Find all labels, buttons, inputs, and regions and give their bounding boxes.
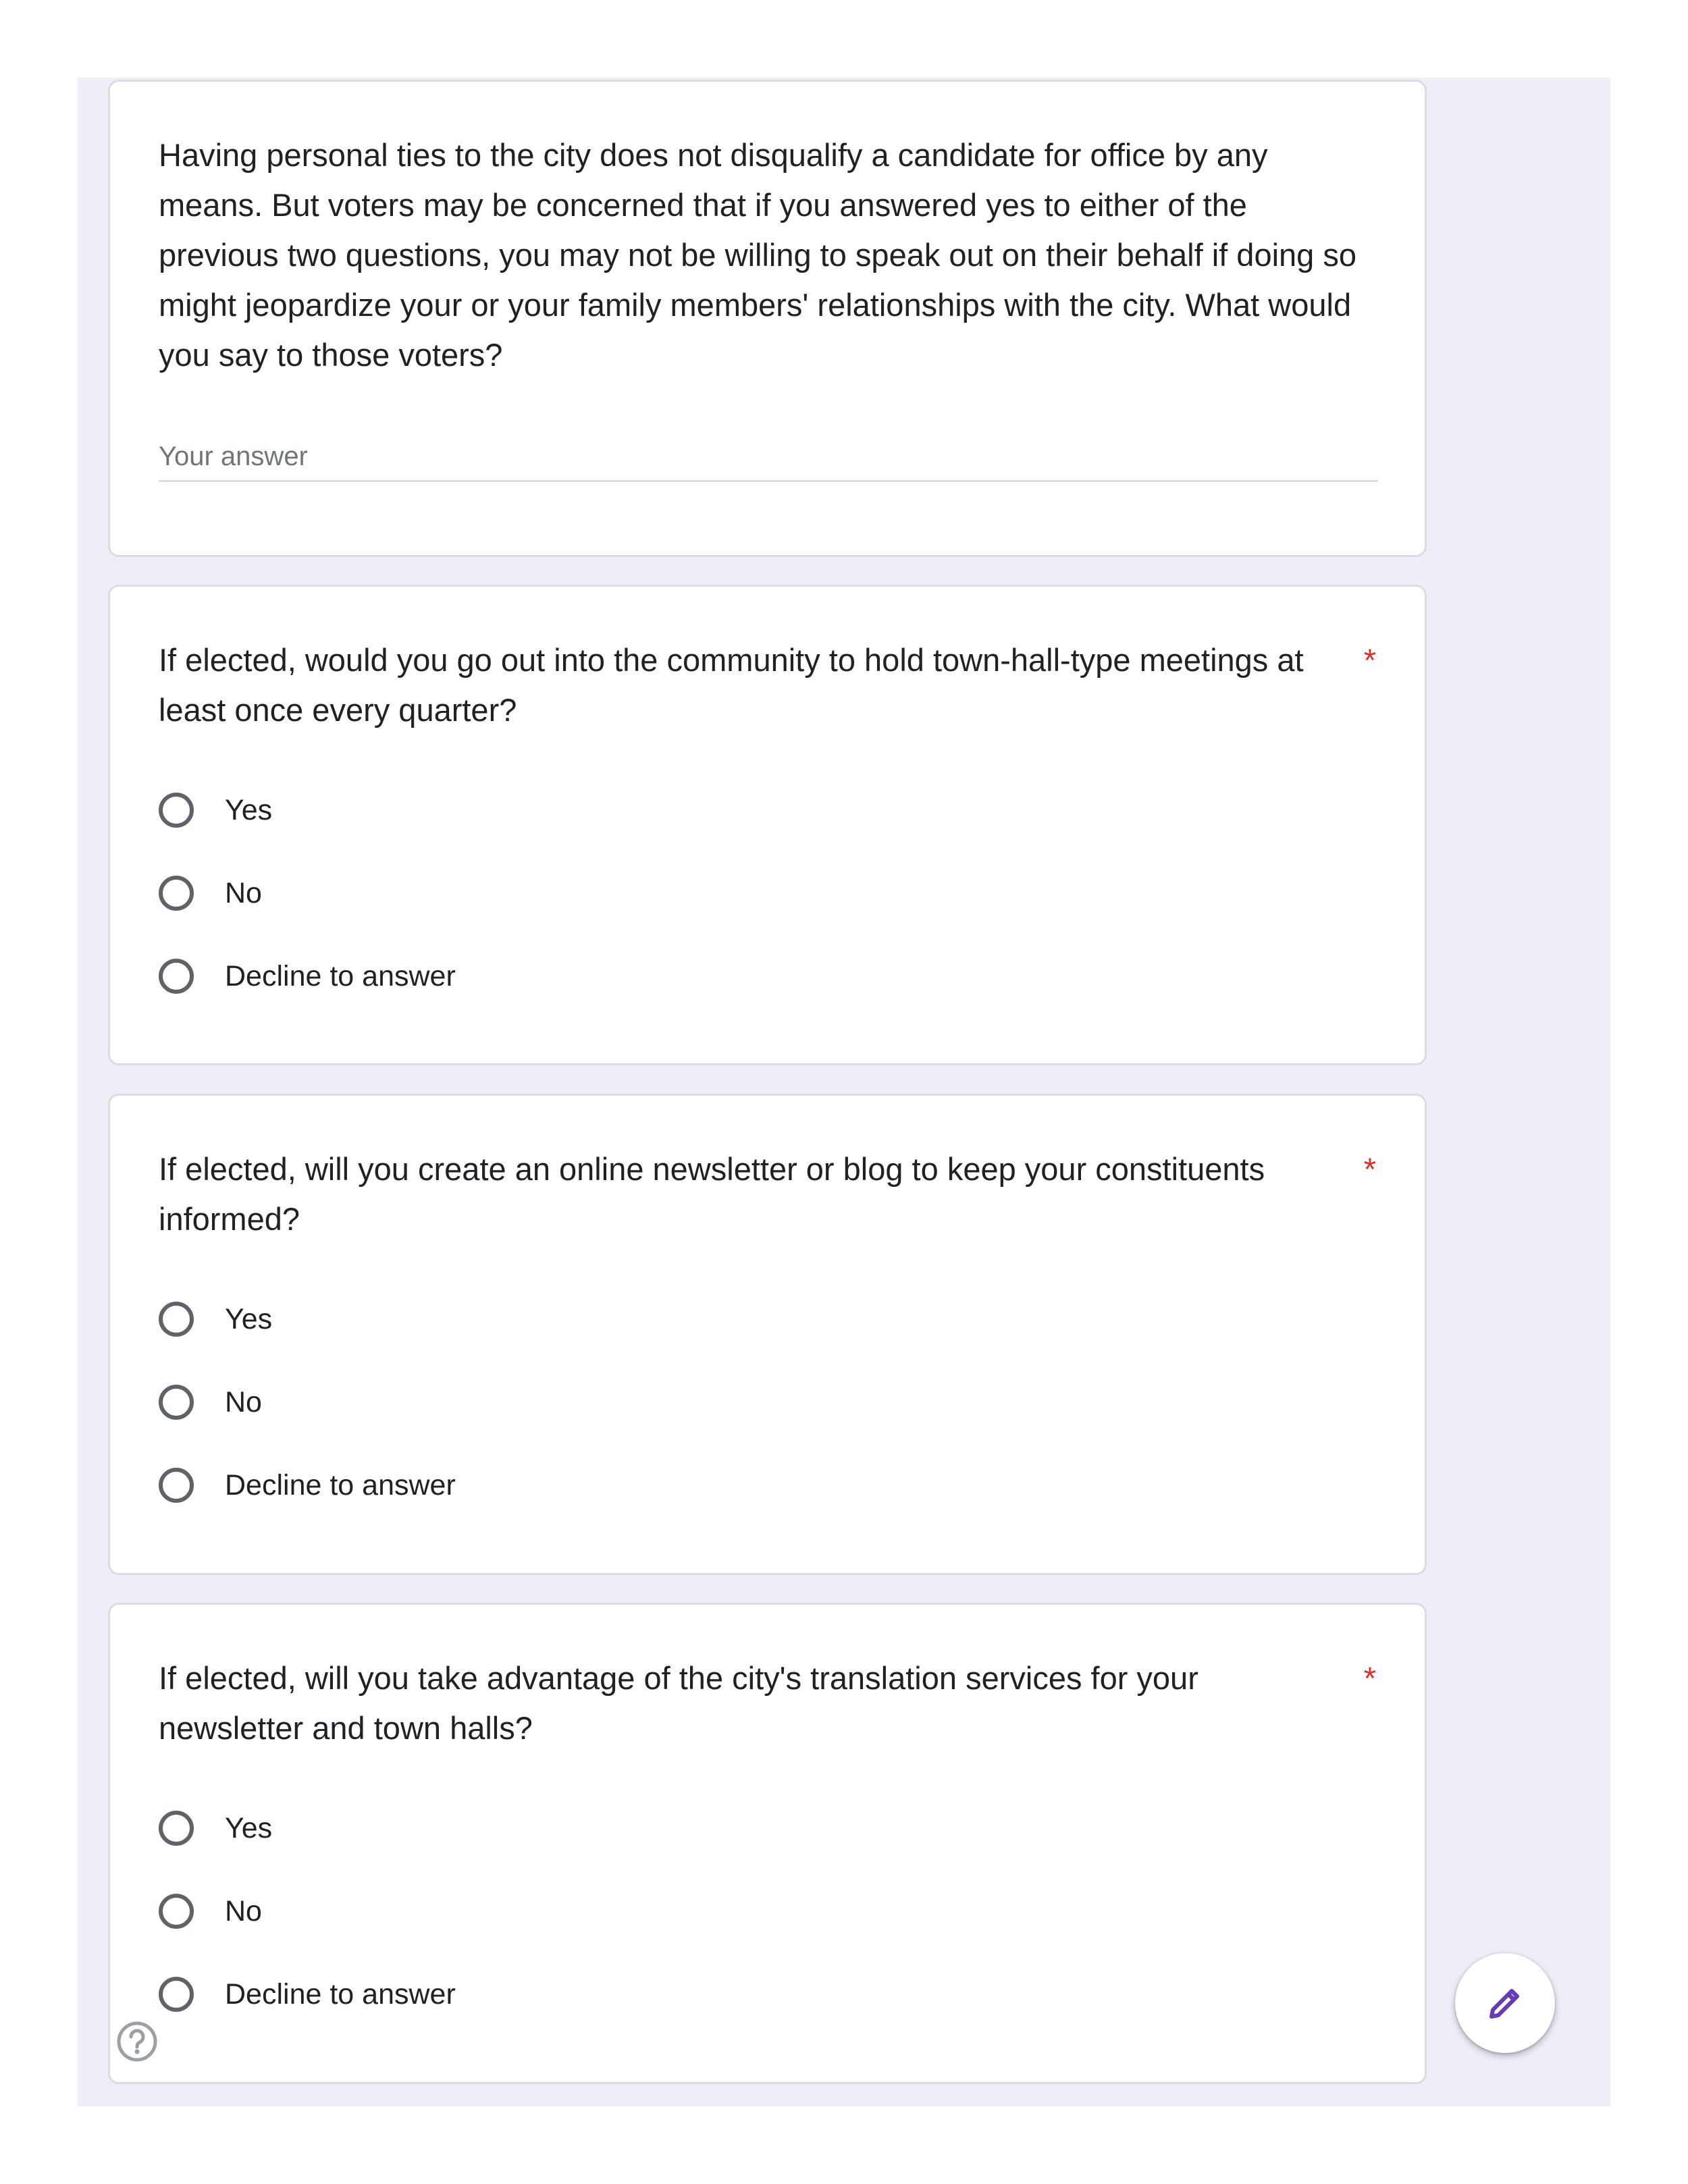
radio-button[interactable] (159, 1385, 194, 1420)
option-label: Decline to answer (225, 960, 456, 992)
option-label: No (225, 877, 262, 909)
option-label: Yes (225, 794, 273, 826)
radio-button[interactable] (159, 1977, 194, 2012)
option-decline[interactable] (159, 1463, 456, 1508)
question-text: Having personal ties to the city does not disqualify a candidate for office by any means. But voters may be concerned that if you answered yes to either of the previous two questions, you may not be willing to speak out on their behalf if doing so might jeopardize your or your family members' relationships with the city. What would you say to those voters? (159, 137, 1356, 373)
option-label: No (225, 1386, 262, 1418)
question-card-town-hall (108, 585, 1427, 1065)
option-decline[interactable] (159, 954, 456, 998)
option-decline[interactable] (159, 1972, 456, 2017)
radio-button[interactable] (159, 1302, 194, 1337)
option-yes[interactable] (159, 1297, 272, 1341)
required-asterisk: * (1363, 1151, 1376, 1187)
radio-button[interactable] (159, 959, 194, 994)
required-asterisk: * (1363, 1660, 1376, 1696)
option-label: Decline to answer (225, 1978, 456, 2010)
option-yes[interactable] (159, 1806, 272, 1850)
option-label: Yes (225, 1303, 273, 1335)
option-label: No (225, 1895, 262, 1927)
option-no[interactable] (159, 1380, 262, 1424)
radio-button[interactable] (159, 1468, 194, 1503)
question-text: If elected, will you create an online newsletter or blog to keep your constituents informed? (159, 1151, 1265, 1237)
pencil-icon (1483, 1981, 1527, 2025)
edit-fab-button[interactable] (1455, 1953, 1555, 2053)
radio-button[interactable] (159, 1894, 194, 1929)
question-text: If elected, would you go out into the community to hold town-hall-type meetings at least once every quarter? (159, 642, 1304, 728)
option-no[interactable] (159, 871, 262, 915)
option-no[interactable] (159, 1889, 262, 1934)
question-card-translation (108, 1603, 1427, 2084)
question-card-personal-ties (108, 80, 1427, 557)
help-circle-icon[interactable] (116, 2021, 158, 2062)
radio-button[interactable] (159, 876, 194, 911)
option-label: Decline to answer (225, 1469, 456, 1501)
question-text: If elected, will you take advantage of the city's translation services for your newsletter and town halls? (159, 1660, 1198, 1746)
option-yes[interactable] (159, 788, 272, 832)
question-card-newsletter (108, 1094, 1427, 1575)
radio-button[interactable] (159, 793, 194, 828)
radio-button[interactable] (159, 1811, 194, 1846)
option-label: Yes (225, 1812, 273, 1844)
required-asterisk: * (1363, 642, 1376, 678)
answer-input[interactable] (159, 433, 1378, 482)
